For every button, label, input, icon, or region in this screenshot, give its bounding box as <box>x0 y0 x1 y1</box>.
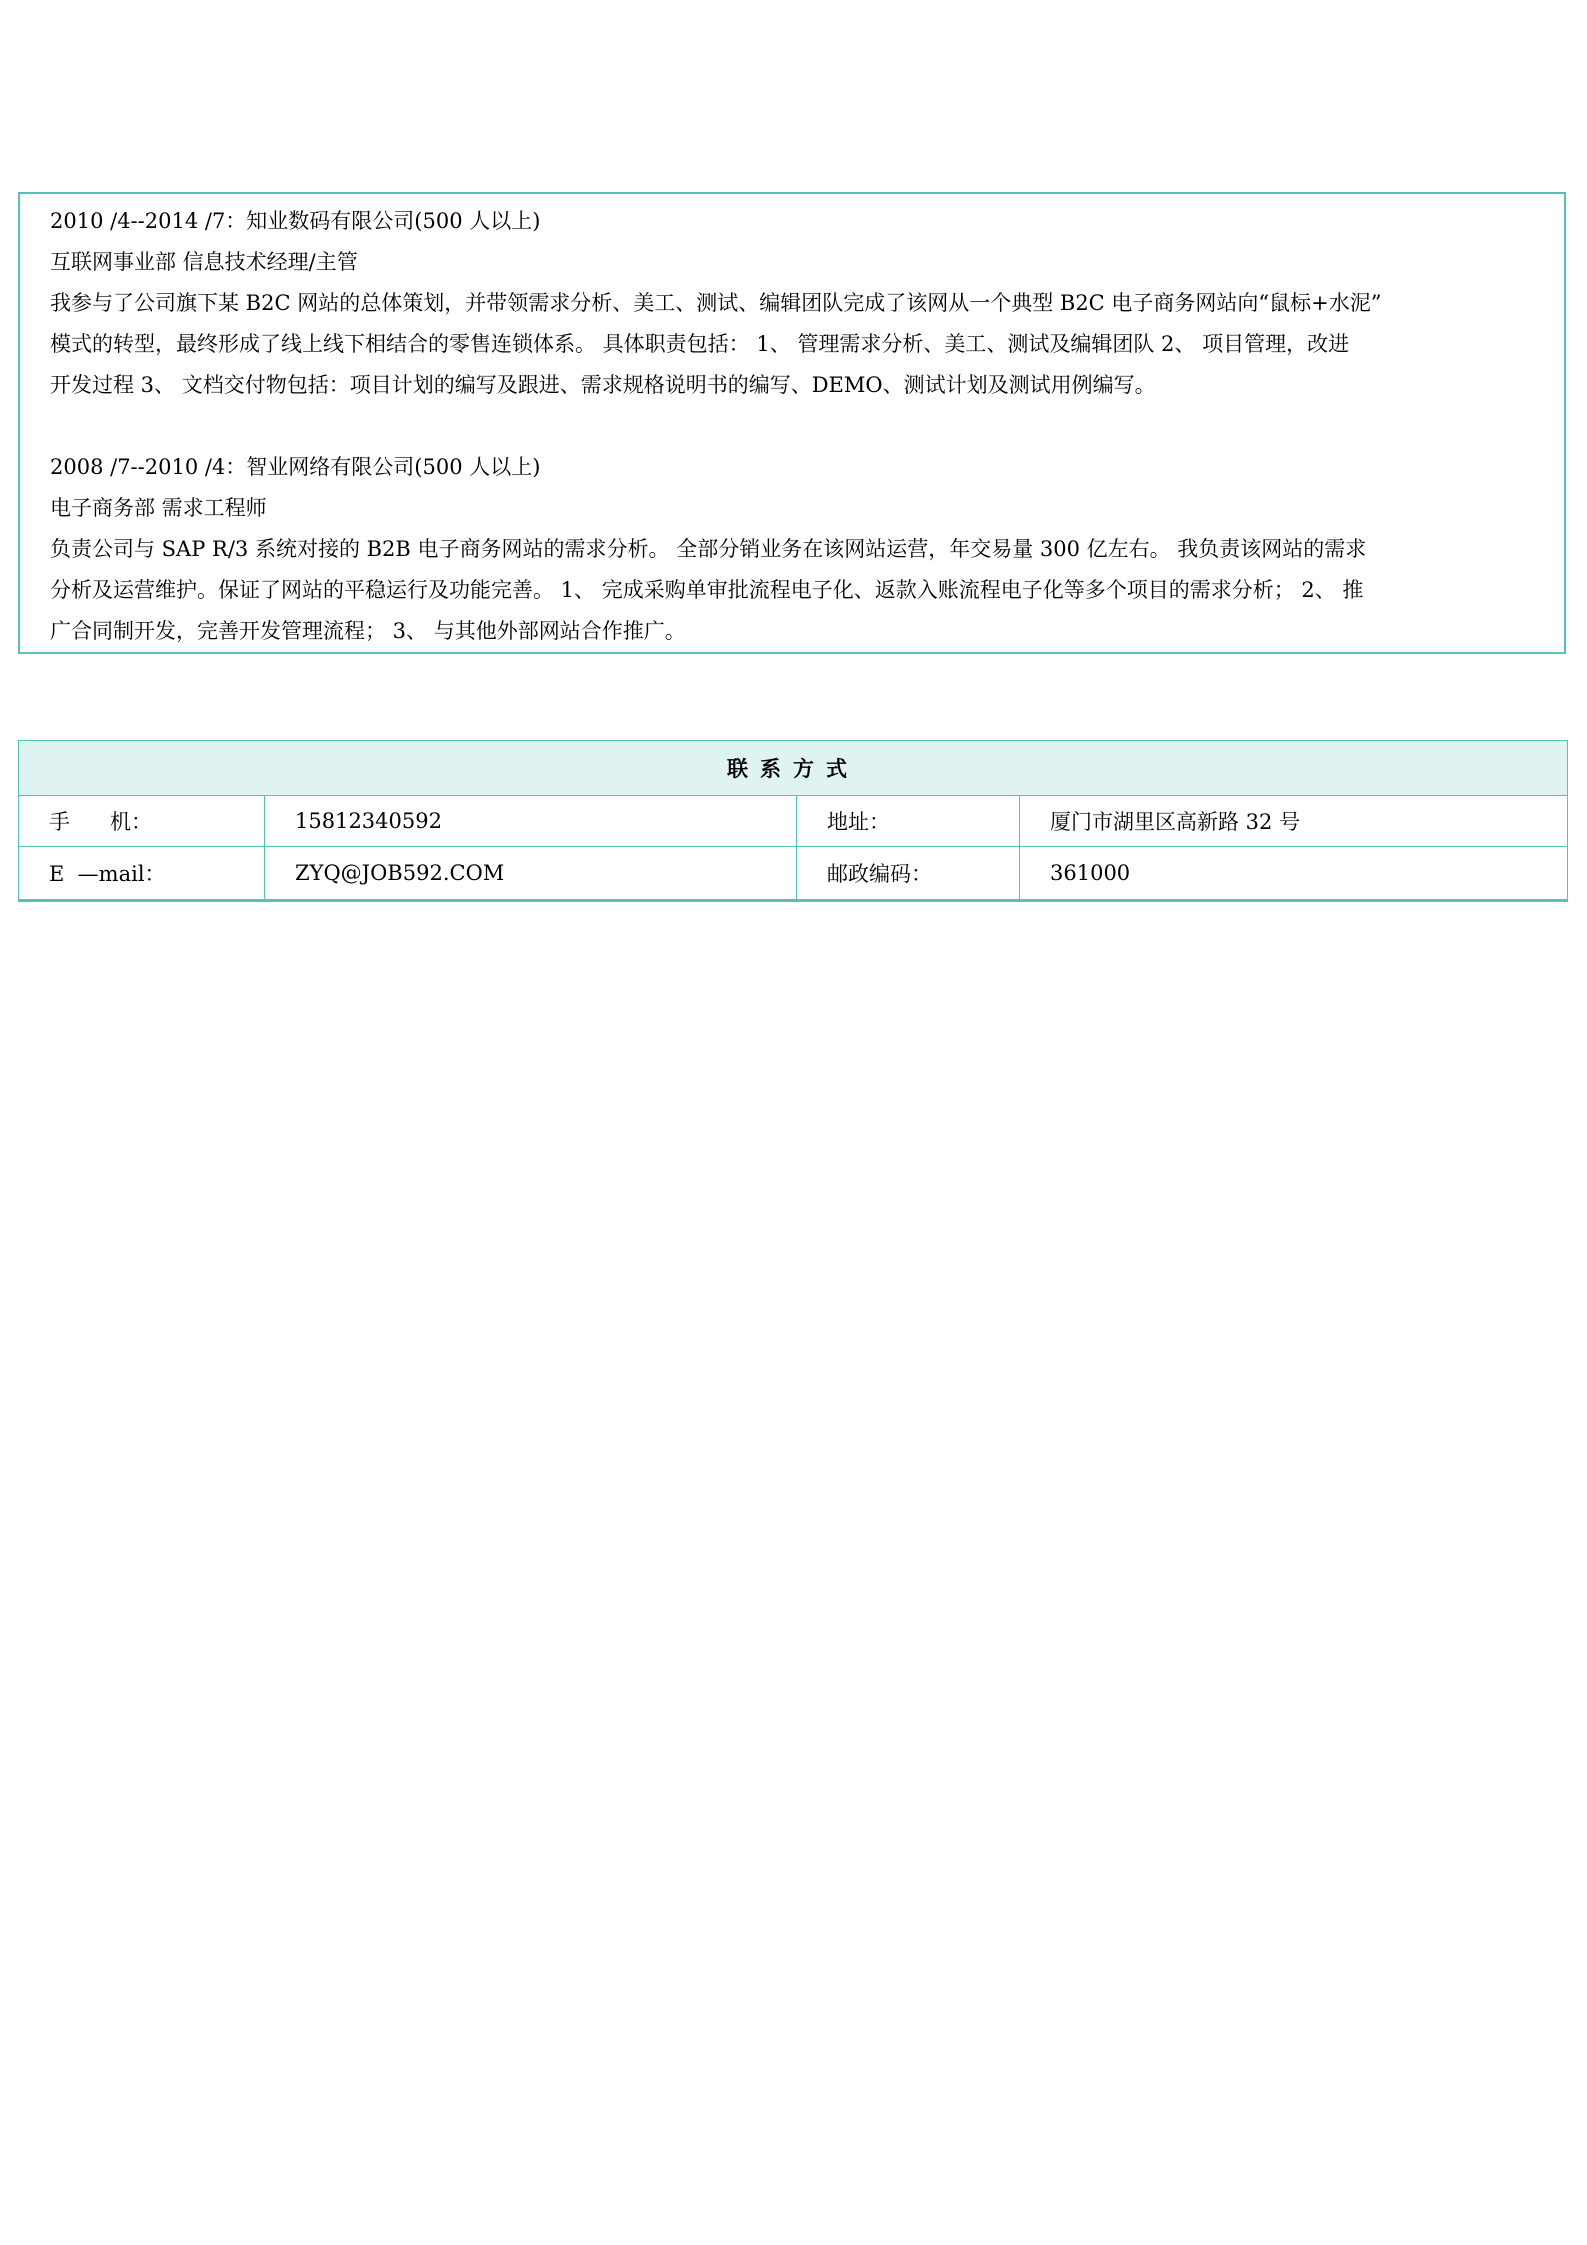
job-description-line: 我参与了公司旗下某 B2C 网站的总体策划，并带领需求分析、美工、测试、编辑团队完成了该网从一个典型 B2C 电子商务网站向“鼠标+水泥” <box>50 291 1382 315</box>
job-period-company: 2008 /7--2010 /4：智业网络有限公司(500 人以上) <box>50 455 541 479</box>
job-description-line: 负责公司与 SAP R/3 系统对接的 B2B 电子商务网站的需求分析。 全部分销业务在该网站运营，年交易量 300 亿左右。 我负责该网站的需求 <box>50 537 1367 561</box>
postcode-value: 361000 <box>1020 847 1568 901</box>
job-spacer <box>50 406 1534 447</box>
phone-value: 15812340592 <box>265 796 797 847</box>
email-label: E —mail： <box>19 847 265 901</box>
job-period-company: 2010 /4--2014 /7：知业数码有限公司(500 人以上) <box>50 209 541 233</box>
job-entry <box>50 447 1534 652</box>
job-description-line: 模式的转型，最终形成了线上线下相结合的零售连锁体系。 具体职责包括： 1、 管理需求分析、美工、测试及编辑团队 2、 项目管理，改进 <box>50 332 1350 356</box>
job-department-title: 电子商务部 需求工程师 <box>50 496 267 520</box>
job-department-title: 互联网事业部 信息技术经理/主管 <box>50 250 358 274</box>
postcode-label: 邮政编码： <box>797 847 1020 901</box>
address-value: 厦门市湖里区高新路 32 号 <box>1020 796 1568 847</box>
work-experience-section <box>18 192 1566 654</box>
phone-label: 手 机： <box>19 796 265 847</box>
job-description-line: 广合同制开发，完善开发管理流程； 3、 与其他外部网站合作推广。 <box>50 619 686 643</box>
job-description-line: 分析及运营维护。保证了网站的平稳运行及功能完善。 1、 完成采购单审批流程电子化、返款入账流程电子化等多个项目的需求分析； 2、 推 <box>50 578 1364 602</box>
email-value: ZYQ@JOB592.COM <box>265 847 797 901</box>
table-row <box>19 796 1568 847</box>
job-entry <box>50 201 1534 406</box>
address-label: 地址： <box>797 796 1020 847</box>
contact-table <box>18 740 1568 902</box>
job-description-line: 开发过程 3、 文档交付物包括：项目计划的编写及跟进、需求规格说明书的编写、DEMO、测试计划及测试用例编写。 <box>50 373 1156 397</box>
contact-header-row <box>19 741 1568 796</box>
table-row <box>19 847 1568 901</box>
contact-header: 联系方式 <box>19 741 1568 796</box>
